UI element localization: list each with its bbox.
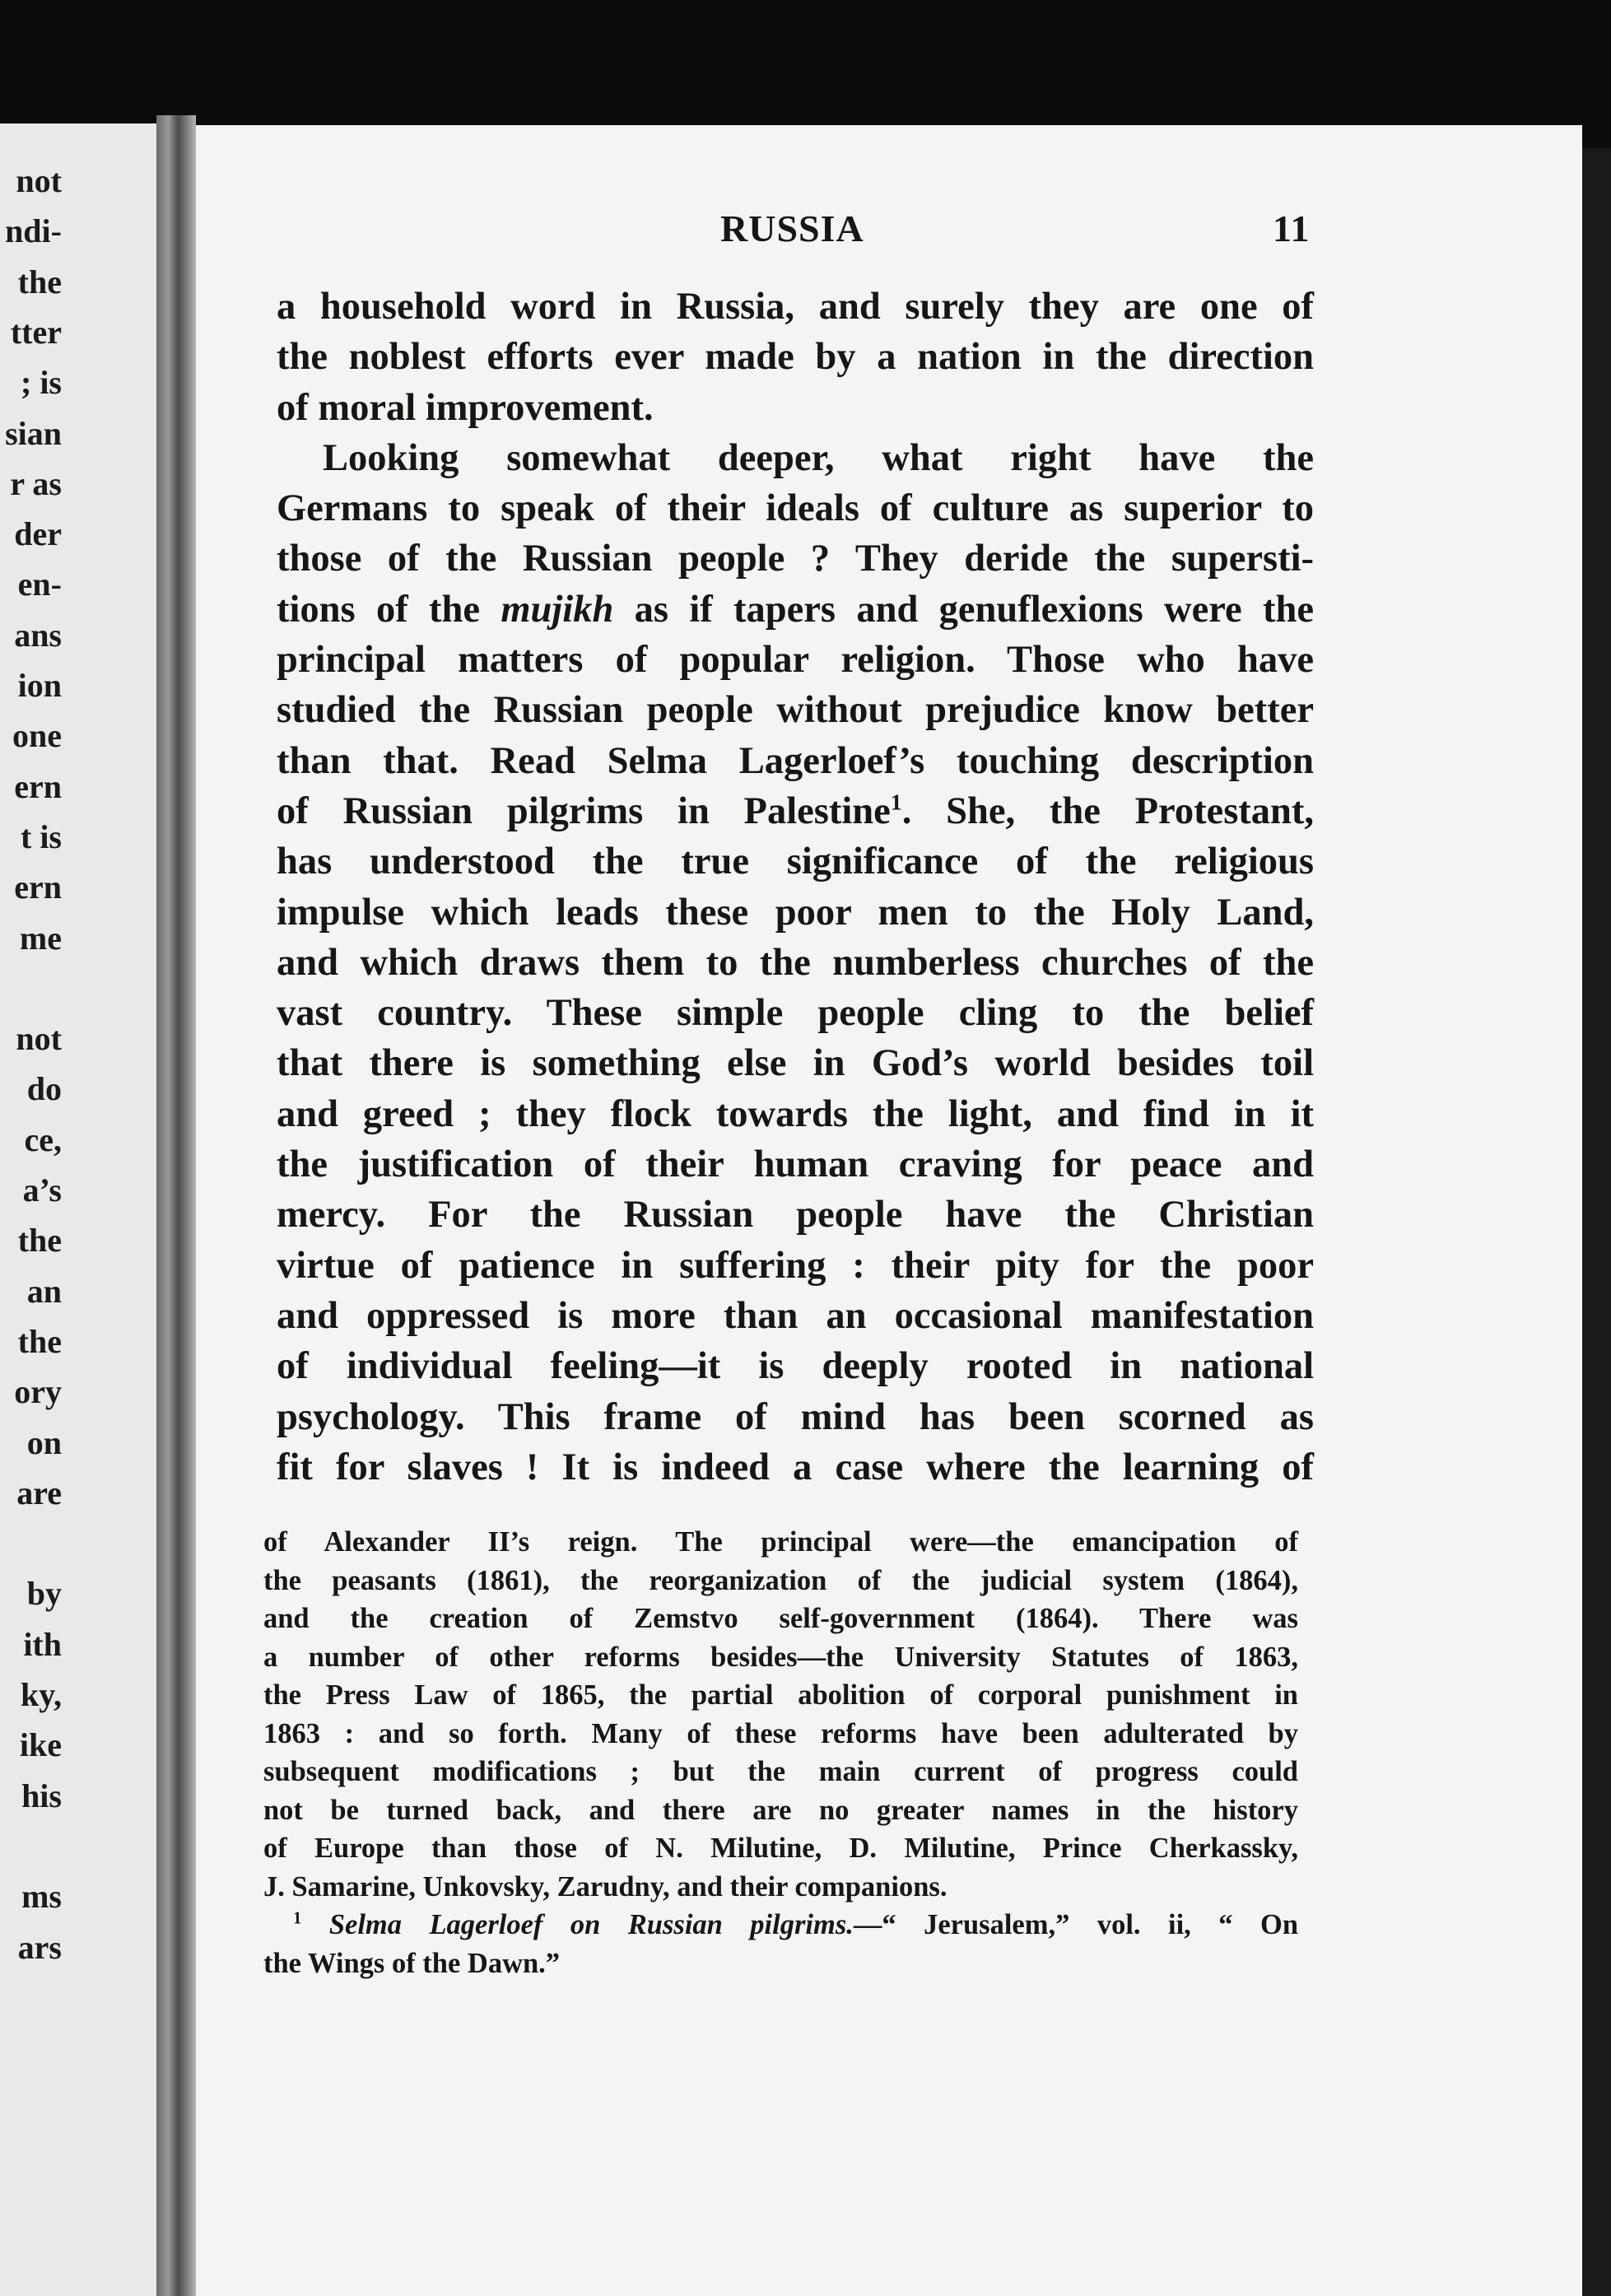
footnote-line: of Alexander II’s reign. The principal were—the emancipation of [263,1526,1298,1558]
left-page-fragment: are [16,1474,62,1511]
body-line: of individual feeling—it is deeply rooted in national [277,1345,1314,1388]
left-page-fragment: en- [17,566,62,603]
footnote-line: 1863 : and so forth. Many of these reforms have been adulterated by [263,1717,1298,1749]
left-page-fragment: not [16,162,62,199]
body-line-part: of Russian pilgrims in Palestine [277,789,891,832]
left-page-fragment: t is [21,817,62,855]
left-page-fragment: an [26,1272,62,1310]
footnotes [263,1523,1298,1982]
left-page-fragment: ion [17,667,62,704]
body-line: than that. Read Selma Lagerloef’s touching description [277,739,1314,782]
body-line: Germans to speak of their ideals of culture as superior to [277,487,1314,530]
body-line-part: tions of the [277,588,501,631]
left-page-fragment: tter [10,313,62,351]
left-page-fragment: ory [14,1373,62,1411]
body-line: that there is something else in God’s world besides toil [277,1042,1314,1085]
left-page-fragment: the [17,263,62,300]
page-edge-shadow [1582,148,1611,2296]
left-page-fragment: not [16,1020,62,1058]
footnote-line: the Press Law of 1865, the partial abolition of corporal punishment in [263,1679,1298,1711]
left-page-fragment: ms [21,1878,62,1916]
body-line: virtue of patience in suffering : their pity for the poor [277,1244,1314,1287]
left-page-fragment: ern [14,869,62,906]
left-page-fragment: ; is [21,364,62,402]
left-page-fragment: ce, [24,1120,62,1158]
body-line-part: as if tapers and genuflexions were the [613,588,1314,631]
book-gutter [156,115,196,2296]
body-line: principal matters of popular religion. Those who have [277,639,1314,682]
footnote-line: the Wings of the Dawn.” [263,1947,561,1979]
body-line: has understood the true significance of the religious [277,841,1314,883]
body-line [277,584,1314,635]
left-page-fragment: one [12,717,62,755]
left-page-fragment: ndi- [5,212,62,250]
left-page-fragment: do [26,1070,62,1108]
left-page-fragment: ike [19,1726,62,1764]
left-page-fragment: r as [10,464,62,502]
left-page-fragment: me [19,919,62,957]
footnote-line [263,1906,1298,1944]
page-number: 11 [1273,207,1311,249]
body-line: a household word in Russia, and surely they are one of [277,286,1314,328]
body-line: mercy. For the Russian people have the Christian [277,1194,1314,1236]
left-page-fragment: ith [23,1625,62,1663]
footnote-line: J. Samarine, Unkovsky, Zarudny, and their companions. [263,1870,948,1902]
body-line: the noblest efforts ever made by a nation in the direction [277,336,1314,379]
body-line: and which draws them to the numberless churches of the [277,941,1314,984]
left-page-fragment: by [26,1575,62,1613]
italic-word: mujikh [501,588,614,631]
running-head-title: RUSSIA [720,207,864,249]
left-page-fragment: the [17,1322,62,1360]
body-line [277,786,1314,836]
footnote-line-part: —“ Jerusalem,” vol. ii, “ On [853,1909,1299,1940]
footnote-ref: 1 [890,789,902,816]
footnote-line: subsequent modifications ; but the main current of progress could [263,1756,1298,1787]
left-page-fragment: the [17,1222,62,1260]
left-page-fragment: der [14,515,62,553]
left-page-fragment: ars [17,1928,62,1966]
left-page-fragment: a’s [22,1171,62,1209]
body-line: of moral improvement. [277,386,654,429]
body-line: studied the Russian people without prejudice know better [277,689,1314,732]
footnote-italic: Selma Lagerloef on Russian pilgrims. [328,1909,854,1940]
footnote-marker: 1 [293,1909,302,1928]
left-page-fragment: on [26,1423,62,1461]
footnote-line: not be turned back, and there are no greater names in the history [263,1794,1298,1826]
body-line: and oppressed is more than an occasional manifestation [277,1294,1314,1337]
body-line: the justification of their human craving for peace and [277,1143,1314,1186]
left-page-fragment: his [21,1777,62,1814]
body-line: fit for slaves ! It is indeed a case where the learning of [277,1446,1314,1488]
left-page-fragment: ky, [20,1676,62,1713]
body-line: Looking somewhat deeper, what right have the [323,436,1314,479]
left-page-edge [0,123,156,2296]
body-line: vast country. These simple people cling to the belief [277,992,1314,1035]
footnote-line: and the creation of Zemstvo self-government (1864). There was [263,1603,1298,1634]
body-line-part: . She, the Protestant, [901,789,1314,832]
body-text [277,282,1314,1493]
left-page-fragment: ans [14,616,62,654]
body-line: impulse which leads these poor men to the Holy Land, [277,891,1314,934]
left-page-fragment: ern [14,767,62,805]
left-page-fragment: sian [5,414,62,452]
body-line: those of the Russian people ? They deride the supersti- [277,538,1314,580]
footnote-line: of Europe than those of N. Milutine, D. Milutine, Prince Cherkassky, [263,1833,1298,1864]
footnote-line: a number of other reforms besides—the University Statutes of 1863, [263,1641,1298,1673]
body-line: psychology. This frame of mind has been scorned as [277,1395,1314,1438]
footnote-line: the peasants (1861), the reorganization of the judicial system (1864), [263,1564,1298,1596]
body-line: and greed ; they flock towards the light, and find in it [277,1092,1314,1135]
